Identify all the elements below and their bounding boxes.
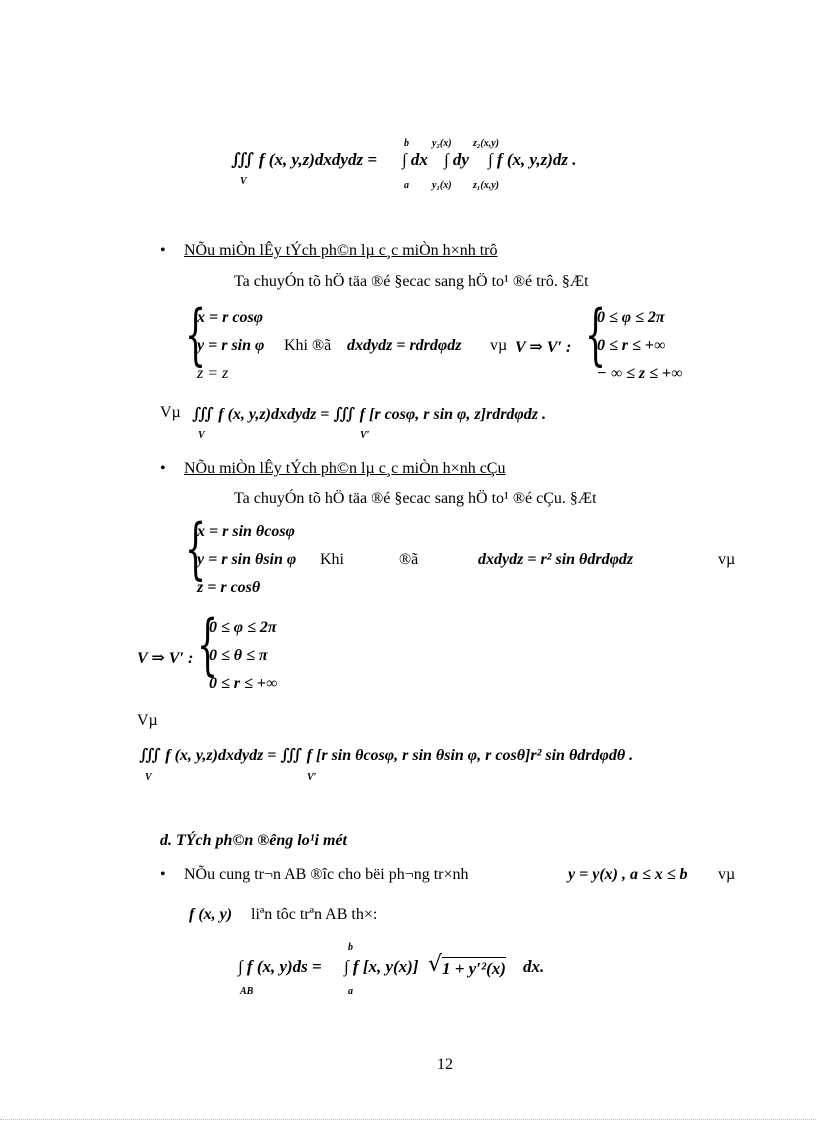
va-text: vµ (718, 866, 736, 883)
bullet-icon: • (160, 242, 166, 259)
range-2: 0 ≤ θ ≤ π (209, 647, 268, 664)
curve-equation: y = y(x) , a ≤ x ≤ b (568, 866, 688, 883)
lower-limit-z1: z₁(x,y) (473, 180, 499, 191)
sqrt-icon: √ (428, 952, 443, 977)
jacobian: dxdydz = r² sin θdrdφdz (478, 551, 634, 568)
sys-eq-2: y = r sin φ (197, 337, 265, 354)
range-1: 0 ≤ φ ≤ 2π (209, 619, 277, 636)
lower-limit-ab: AB (240, 986, 254, 997)
da-text: ®ã (399, 551, 419, 568)
va-text: vµ (490, 337, 508, 354)
sys-eq-2: y = r sin θsin φ (197, 551, 297, 568)
upper-limit-z2: z₂(x,y) (473, 138, 499, 149)
lower-limit-y1: y₁(x) (432, 180, 452, 191)
upper-limit-b: b (348, 942, 353, 953)
cylinder-heading: NÕu miÒn lÊy tÝch ph©n lµ c¸c miÒn h×nh trô (184, 242, 498, 259)
khi-text: Khi ®ã (284, 337, 332, 354)
sys-eq-3: z = r cosθ (197, 579, 261, 596)
khi-text: Khi (320, 551, 344, 568)
curve-line-1: NÕu cung tr¬n AB ®îc cho bëi ph¬ng tr×nh (184, 866, 469, 883)
sys-eq-1: x = r cosφ (197, 309, 264, 326)
integral-dy: ∫ dy (444, 150, 469, 169)
cylinder-intro: Ta chuyÓn tõ hÖ täa ®é §ecac sang hÖ to¹ ®é trô. §Æt (234, 273, 589, 290)
sphere-intro: Ta chuyÓn tõ hÖ täa ®é §ecac sang hÖ to¹ ®é cÇu. §Æt (234, 490, 597, 507)
range-brace: { (197, 606, 218, 683)
formula-lhs: ∭ f (x, y,z)dxdydz = (231, 150, 378, 169)
left-brace: { (185, 296, 206, 373)
sphere-result: ∭ f (x, y,z)dxdydz = ∭ f [r sin θcosφ, r sin θsin φ, r cosθ]r² sin θdrdφdθ . (139, 747, 634, 764)
upper-limit-y2: y₂(x) (432, 138, 452, 149)
sys-eq-1: x = r sin θcosφ (197, 523, 295, 540)
sqrt-content: 1 + y′²(x) (442, 959, 506, 978)
integral-dz: ∫ f (x, y,z)dz . (488, 150, 577, 169)
formula-lhs: ∫ f (x, y)ds = (238, 957, 322, 976)
bullet-icon: • (160, 460, 166, 477)
result-prefix: Vµ (137, 712, 158, 729)
result-region-v: V (145, 772, 152, 783)
function-fxy: f (x, y) (189, 906, 233, 923)
page-number: 12 (437, 1056, 453, 1073)
range-3: 0 ≤ r ≤ +∞ (209, 675, 278, 692)
lower-limit-a: a (404, 180, 409, 191)
region-label: V (240, 176, 247, 187)
sys-eq-3: z = z (197, 365, 229, 382)
range-2: 0 ≤ r ≤ +∞ (597, 337, 666, 354)
domain-map: V ⇒ V′ : (137, 650, 194, 667)
result-region-vprime: V′ (360, 430, 370, 441)
jacobian: dxdydz = rdrdφdz (347, 337, 462, 354)
section-d-heading: d. TÝch ph©n ®êng lo¹i mét (160, 832, 347, 849)
lower-limit-a: a (348, 986, 353, 997)
page-bottom-divider (0, 1119, 816, 1120)
result-region-vprime: V′ (307, 772, 317, 783)
range-1: 0 ≤ φ ≤ 2π (597, 309, 665, 326)
result-prefix: Vµ (160, 404, 181, 421)
result-region-v: V (198, 430, 205, 441)
sphere-heading: NÕu miÒn lÊy tÝch ph©n lµ c¸c miÒn h×nh cÇu (184, 460, 506, 477)
formula-rhs: ∫ f [x, y(x)] (344, 957, 419, 976)
range-3: − ∞ ≤ z ≤ +∞ (597, 365, 683, 382)
curve-line-2: liªn tôc trªn AB th×: (251, 906, 378, 923)
bullet-icon: • (160, 866, 166, 883)
upper-limit-b: b (404, 138, 409, 149)
cylinder-result: ∭ f (x, y,z)dxdydz = ∭ f [r cosφ, r sin φ, z]rdrdφdz . (192, 406, 546, 423)
va-text: vµ (718, 551, 736, 568)
right-brace: { (585, 296, 606, 373)
domain-map: V ⇒ V′ : (515, 339, 572, 356)
formula-dx: dx. (523, 957, 545, 976)
left-brace: { (185, 510, 206, 587)
integral-dx: ∫ dx (402, 150, 428, 169)
